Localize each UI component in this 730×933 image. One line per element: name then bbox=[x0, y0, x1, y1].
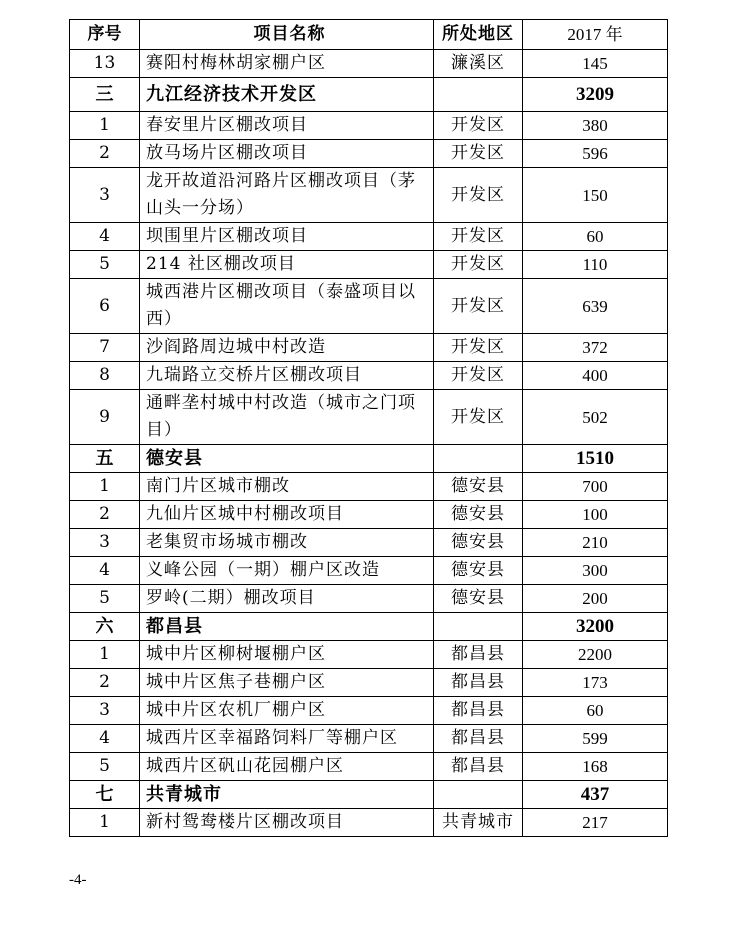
cell-name: 坝围里片区棚改项目 bbox=[140, 223, 434, 251]
cell-no: 5 bbox=[70, 753, 140, 781]
cell-value: 599 bbox=[523, 725, 668, 753]
table-row bbox=[70, 753, 668, 781]
cell-name: 九仙片区城中村棚改项目 bbox=[140, 501, 434, 529]
cell-value: 168 bbox=[523, 753, 668, 781]
cell-value: 3209 bbox=[523, 78, 668, 112]
table-row bbox=[70, 112, 668, 140]
cell-name: 共青城市 bbox=[140, 781, 434, 809]
cell-value: 60 bbox=[523, 697, 668, 725]
section-row bbox=[70, 781, 668, 809]
cell-area: 开发区 bbox=[434, 112, 523, 140]
cell-value: 60 bbox=[523, 223, 668, 251]
cell-value: 700 bbox=[523, 473, 668, 501]
cell-no: 5 bbox=[70, 251, 140, 279]
page-number: -4- bbox=[69, 872, 87, 888]
header-name: 项目名称 bbox=[140, 20, 434, 50]
table-row bbox=[70, 334, 668, 362]
cell-area: 开发区 bbox=[434, 390, 523, 445]
cell-no: 1 bbox=[70, 641, 140, 669]
cell-value: 372 bbox=[523, 334, 668, 362]
table-row bbox=[70, 669, 668, 697]
cell-no: 3 bbox=[70, 697, 140, 725]
cell-area: 濂溪区 bbox=[434, 50, 523, 78]
cell-no: 2 bbox=[70, 501, 140, 529]
cell-area: 开发区 bbox=[434, 140, 523, 168]
cell-no: 3 bbox=[70, 529, 140, 557]
cell-area: 都昌县 bbox=[434, 753, 523, 781]
table-row bbox=[70, 557, 668, 585]
cell-name: 九瑞路立交桥片区棚改项目 bbox=[140, 362, 434, 390]
cell-name: 罗岭(二期）棚改项目 bbox=[140, 585, 434, 613]
cell-no: 8 bbox=[70, 362, 140, 390]
cell-no: 9 bbox=[70, 390, 140, 445]
cell-no: 3 bbox=[70, 168, 140, 223]
cell-name: 214 社区棚改项目 bbox=[140, 251, 434, 279]
cell-value: 639 bbox=[523, 279, 668, 334]
section-row bbox=[70, 613, 668, 641]
cell-area: 德安县 bbox=[434, 529, 523, 557]
cell-area: 共青城市 bbox=[434, 809, 523, 837]
table-row bbox=[70, 641, 668, 669]
cell-area: 开发区 bbox=[434, 168, 523, 223]
cell-no: 1 bbox=[70, 809, 140, 837]
cell-name: 春安里片区棚改项目 bbox=[140, 112, 434, 140]
cell-value: 300 bbox=[523, 557, 668, 585]
table-row bbox=[70, 362, 668, 390]
cell-area: 德安县 bbox=[434, 473, 523, 501]
table-row bbox=[70, 725, 668, 753]
section-row bbox=[70, 78, 668, 112]
cell-area bbox=[434, 781, 523, 809]
cell-value: 2200 bbox=[523, 641, 668, 669]
cell-no: 六 bbox=[70, 613, 140, 641]
cell-name: 德安县 bbox=[140, 445, 434, 473]
cell-area: 都昌县 bbox=[434, 641, 523, 669]
cell-no: 2 bbox=[70, 140, 140, 168]
table-row bbox=[70, 501, 668, 529]
cell-value: 596 bbox=[523, 140, 668, 168]
cell-name: 老集贸市场城市棚改 bbox=[140, 529, 434, 557]
table-row bbox=[70, 50, 668, 78]
cell-no: 4 bbox=[70, 725, 140, 753]
cell-no: 4 bbox=[70, 223, 140, 251]
table-row bbox=[70, 809, 668, 837]
cell-area: 开发区 bbox=[434, 334, 523, 362]
cell-area: 开发区 bbox=[434, 251, 523, 279]
cell-no: 5 bbox=[70, 585, 140, 613]
header-year: 2017 年 bbox=[523, 20, 668, 50]
cell-name: 城西片区矾山花园棚户区 bbox=[140, 753, 434, 781]
table-row bbox=[70, 251, 668, 279]
cell-area bbox=[434, 445, 523, 473]
cell-name: 城中片区焦子巷棚户区 bbox=[140, 669, 434, 697]
cell-area: 都昌县 bbox=[434, 697, 523, 725]
cell-value: 1510 bbox=[523, 445, 668, 473]
cell-area bbox=[434, 78, 523, 112]
cell-value: 3200 bbox=[523, 613, 668, 641]
header-no: 序号 bbox=[70, 20, 140, 50]
cell-value: 150 bbox=[523, 168, 668, 223]
table-row bbox=[70, 585, 668, 613]
section-row bbox=[70, 445, 668, 473]
cell-name: 龙开故道沿河路片区棚改项目（茅山头一分场） bbox=[140, 168, 434, 223]
cell-value: 200 bbox=[523, 585, 668, 613]
cell-no: 三 bbox=[70, 78, 140, 112]
cell-name: 城中片区柳树堰棚户区 bbox=[140, 641, 434, 669]
cell-name: 南门片区城市棚改 bbox=[140, 473, 434, 501]
cell-no: 7 bbox=[70, 334, 140, 362]
cell-name: 赛阳村梅林胡家棚户区 bbox=[140, 50, 434, 78]
cell-name: 沙阎路周边城中村改造 bbox=[140, 334, 434, 362]
cell-area: 德安县 bbox=[434, 501, 523, 529]
cell-no: 五 bbox=[70, 445, 140, 473]
table-row bbox=[70, 390, 668, 445]
header-area: 所处地区 bbox=[434, 20, 523, 50]
cell-no: 4 bbox=[70, 557, 140, 585]
table-row bbox=[70, 473, 668, 501]
cell-value: 110 bbox=[523, 251, 668, 279]
cell-value: 173 bbox=[523, 669, 668, 697]
cell-area bbox=[434, 613, 523, 641]
cell-name: 都昌县 bbox=[140, 613, 434, 641]
cell-name: 放马场片区棚改项目 bbox=[140, 140, 434, 168]
cell-name: 九江经济技术开发区 bbox=[140, 78, 434, 112]
table-body bbox=[70, 50, 668, 837]
cell-name: 义峰公园（一期）棚户区改造 bbox=[140, 557, 434, 585]
cell-area: 开发区 bbox=[434, 279, 523, 334]
cell-no: 1 bbox=[70, 473, 140, 501]
table-row bbox=[70, 697, 668, 725]
cell-name: 通畔垄村城中村改造（城市之门项目） bbox=[140, 390, 434, 445]
cell-value: 502 bbox=[523, 390, 668, 445]
table-row bbox=[70, 168, 668, 223]
cell-name: 城西片区幸福路饲料厂等棚户区 bbox=[140, 725, 434, 753]
cell-no: 13 bbox=[70, 50, 140, 78]
cell-no: 6 bbox=[70, 279, 140, 334]
table-row bbox=[70, 279, 668, 334]
cell-value: 217 bbox=[523, 809, 668, 837]
table-row bbox=[70, 529, 668, 557]
cell-value: 145 bbox=[523, 50, 668, 78]
table-row bbox=[70, 223, 668, 251]
cell-area: 开发区 bbox=[434, 362, 523, 390]
cell-value: 210 bbox=[523, 529, 668, 557]
cell-value: 100 bbox=[523, 501, 668, 529]
cell-no: 1 bbox=[70, 112, 140, 140]
cell-value: 400 bbox=[523, 362, 668, 390]
project-table bbox=[69, 19, 668, 837]
cell-no: 2 bbox=[70, 669, 140, 697]
cell-name: 新村鸳鸯楼片区棚改项目 bbox=[140, 809, 434, 837]
table-header-row bbox=[70, 20, 668, 50]
cell-area: 开发区 bbox=[434, 223, 523, 251]
cell-area: 都昌县 bbox=[434, 725, 523, 753]
cell-area: 德安县 bbox=[434, 557, 523, 585]
cell-value: 437 bbox=[523, 781, 668, 809]
table-row bbox=[70, 140, 668, 168]
cell-value: 380 bbox=[523, 112, 668, 140]
cell-name: 城西港片区棚改项目（泰盛项目以西） bbox=[140, 279, 434, 334]
cell-name: 城中片区农机厂棚户区 bbox=[140, 697, 434, 725]
cell-no: 七 bbox=[70, 781, 140, 809]
cell-area: 都昌县 bbox=[434, 669, 523, 697]
cell-area: 德安县 bbox=[434, 585, 523, 613]
